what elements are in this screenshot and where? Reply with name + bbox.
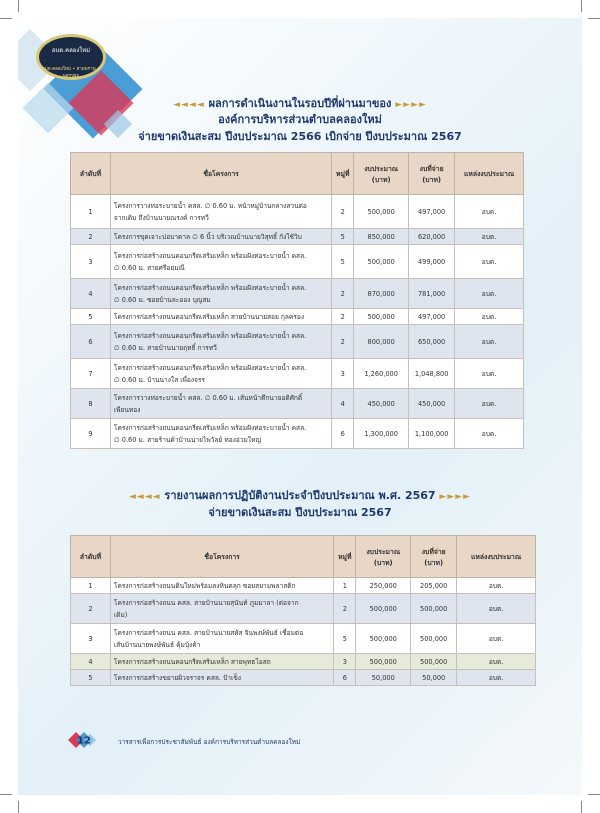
project-name-line: โครงการขุดเจาะบ่อบาดาล ∅ 6 นิ้ว บริเวณบ้านนายวิสุทธิ์ กังใช้วิบ xyxy=(113,232,302,241)
cell-no: 4 xyxy=(71,654,111,670)
cell-village: 2 xyxy=(332,279,354,309)
crop-mark xyxy=(0,794,12,795)
table-header-row xyxy=(71,536,536,578)
paid-unit: (บาท) xyxy=(422,175,442,184)
cell-village: 4 xyxy=(332,389,354,419)
cell-budget: 250,000 xyxy=(356,578,411,594)
cell-village: 2 xyxy=(332,195,354,229)
col-header-budget xyxy=(356,536,411,578)
cell-no: 9 xyxy=(71,419,111,449)
cell-project-name xyxy=(110,279,331,309)
arrows-right-icon: ►►►► xyxy=(395,100,427,110)
section1-title-line3: จ่ายขาดเงินสะสม ปีงบประมาณ 2566 เบิกจ่าย ปีงบประมาณ 2567 xyxy=(138,130,462,143)
project-name-line: ∅ 0.60 ม. สายบ้านนายฤทธิ์ การทวี xyxy=(113,343,217,352)
project-name-line: โครงการก่อสร้างถนนคอนกรีตเสริมเหล็ก พร้อมฝังท่อระบายน้ำ คสล. xyxy=(113,251,307,260)
project-name-line: โครงการก่อสร้างถนนคอนกรีตเสริมเหล็ก พร้อมฝังท่อระบายน้ำ คสล. xyxy=(113,423,307,432)
cell-source: อบต. xyxy=(455,229,524,245)
cell-village: 5 xyxy=(332,229,354,245)
project-name-line: โครงการก่อสร้างถนนคอนกรีตเสริมเหล็ก พร้อมฝังท่อระบายน้ำ คสล. xyxy=(113,363,307,372)
cell-paid: 50,000 xyxy=(411,670,457,686)
cell-no: 5 xyxy=(71,670,111,686)
cell-paid: 205,000 xyxy=(411,578,457,594)
project-name-line: โครงการก่อสร้างถนนดินใหม่พร้อมลงหินคลุก ซอยสยามพลาสติก xyxy=(113,581,296,590)
cell-village: 5 xyxy=(334,624,356,654)
table-row xyxy=(71,309,524,325)
crop-mark xyxy=(588,18,600,19)
cell-paid: 500,000 xyxy=(411,654,457,670)
cell-source: อบต. xyxy=(455,419,524,449)
cell-source: อบต. xyxy=(455,309,524,325)
cell-no: 1 xyxy=(71,195,111,229)
table-row xyxy=(71,624,536,654)
col-header-source: แหล่งงบประมาณ xyxy=(457,536,536,578)
projects-table-2567 xyxy=(70,535,536,686)
cell-source: อบต. xyxy=(455,195,524,229)
project-name-line: โครงการก่อสร้างขยายผิวจราจร คสล. ป้าเข็ง xyxy=(113,673,241,682)
cell-no: 4 xyxy=(71,279,111,309)
cell-paid: 781,000 xyxy=(409,279,455,309)
table-row xyxy=(71,325,524,359)
table-row xyxy=(71,279,524,309)
cell-source: อบต. xyxy=(455,389,524,419)
table-row xyxy=(71,578,536,594)
cell-budget: 1,300,000 xyxy=(354,419,409,449)
crop-mark xyxy=(581,0,582,12)
cell-paid: 499,000 xyxy=(409,245,455,279)
cell-no: 2 xyxy=(71,594,111,624)
cell-village: 3 xyxy=(332,359,354,389)
project-name-line: เดิม) xyxy=(113,610,128,619)
cell-source: อบต. xyxy=(455,279,524,309)
cell-source: อบต. xyxy=(455,325,524,359)
cell-budget: 870,000 xyxy=(354,279,409,309)
section1-title-line2: องค์การบริหารส่วนตำบลคลองใหม่ xyxy=(218,113,382,126)
organization-logo xyxy=(36,34,106,80)
crop-mark xyxy=(18,801,19,813)
cell-source: อบต. xyxy=(455,245,524,279)
crop-mark xyxy=(588,794,600,795)
project-name-line: เพียนทอง xyxy=(113,405,141,414)
cell-paid: 497,000 xyxy=(409,309,455,325)
document-page xyxy=(18,18,582,795)
cell-village: 1 xyxy=(334,578,356,594)
cell-no: 5 xyxy=(71,309,111,325)
cell-paid: 500,000 xyxy=(411,594,457,624)
col-header-name: ชื่อโครงการ xyxy=(110,153,331,195)
cell-village: 2 xyxy=(332,309,354,325)
arrows-right-icon: ►►►► xyxy=(439,492,472,502)
cell-project-name xyxy=(110,359,331,389)
paid-unit: (บาท) xyxy=(424,558,444,567)
cell-no: 3 xyxy=(71,245,111,279)
cell-project-name xyxy=(110,229,331,245)
arrows-left-icon: ◄◄◄◄ xyxy=(173,100,205,110)
table-row xyxy=(71,594,536,624)
col-header-budget xyxy=(354,153,409,195)
section2-title-line2: จ่ายขาดเงินสะสม ปีงบประมาณ 2567 xyxy=(208,506,392,519)
cell-budget: 850,000 xyxy=(354,229,409,245)
cell-project-name xyxy=(110,624,333,654)
cell-project-name xyxy=(110,389,331,419)
section2-heading: รายงานผลการปฏิบัติงานประจำปีงบประมาณ พ.ศ. 2567 xyxy=(164,489,436,502)
cell-project-name xyxy=(110,594,333,624)
project-name-line: จากเดิม ถึงบ้านนายณรงค์ การทวี xyxy=(113,213,209,222)
section1-heading: ผลการดำเนินงานในรอบปีที่ผ่านมาของ xyxy=(208,97,392,110)
cell-paid: 497,000 xyxy=(409,195,455,229)
table-row xyxy=(71,359,524,389)
project-name-line: โครงการก่อสร้างถนนคอนกรีตเสริมเหล็ก สายพุทธโอสถ xyxy=(113,657,271,666)
cell-village: 6 xyxy=(332,419,354,449)
cell-no: 2 xyxy=(71,229,111,245)
project-name-line: ∅ 0.60 ม. สายร้านค้าบ้านนายไพวัลย์ ทองอ่วมใหญ่ xyxy=(113,435,262,444)
project-name-line: โครงการก่อสร้างถนน คสล. สายบ้านนายสุนันท์ ภูมมาลา (ต่อจาก xyxy=(113,598,299,607)
cell-paid: 1,100,000 xyxy=(409,419,455,449)
table-header-row xyxy=(71,153,524,195)
cell-source: อบต. xyxy=(457,670,536,686)
cell-source: อบต. xyxy=(457,578,536,594)
cell-budget: 1,260,000 xyxy=(354,359,409,389)
projects-table-2566 xyxy=(70,152,524,449)
table-row xyxy=(71,195,524,229)
cell-project-name xyxy=(110,195,331,229)
cell-project-name xyxy=(110,419,331,449)
cell-budget: 500,000 xyxy=(356,594,411,624)
cell-project-name xyxy=(110,325,331,359)
page-number: 12 xyxy=(77,735,91,747)
cell-budget: 800,000 xyxy=(354,325,409,359)
page-number-badge xyxy=(62,725,102,755)
cell-village: 6 xyxy=(334,670,356,686)
cell-source: อบต. xyxy=(457,594,536,624)
cell-paid: 620,000 xyxy=(409,229,455,245)
col-header-no: ลำดับที่ xyxy=(71,536,111,578)
project-name-line: ∅ 0.60 ม. ซอยบ้านละออง บุญสม xyxy=(113,295,211,304)
cell-no: 7 xyxy=(71,359,111,389)
project-name-line: โครงการวางท่อระบายน้ำ คสล. ∅ 0.60 ม. เส้นหน้าตึกนายอดิศักดิ์ xyxy=(113,393,303,402)
cell-project-name xyxy=(110,245,331,279)
cell-budget: 500,000 xyxy=(354,195,409,229)
budget-label: งบประมาณ xyxy=(364,164,399,173)
cell-paid: 1,048,800 xyxy=(409,359,455,389)
budget-unit: (บาท) xyxy=(371,175,391,184)
col-header-no: ลำดับที่ xyxy=(71,153,111,195)
table-row xyxy=(71,654,536,670)
crop-mark xyxy=(18,0,19,12)
cell-village: 2 xyxy=(334,594,356,624)
cell-source: อบต. xyxy=(457,654,536,670)
section2-title-line1 xyxy=(18,486,582,504)
cell-no: 8 xyxy=(71,389,111,419)
cell-paid: 650,000 xyxy=(409,325,455,359)
cell-budget: 500,000 xyxy=(354,245,409,279)
table-row xyxy=(71,389,524,419)
project-name-line: โครงการก่อสร้างถนน คสล. สายบ้านนายสหัส จินพงษ์พันธ์ เชื่อมต่อ xyxy=(113,628,304,637)
project-name-line: โครงการก่อสร้างถนนคอนกรีตเสริมเหล็ก พร้อมฝังท่อระบายน้ำ คสล. xyxy=(113,283,307,292)
cell-budget: 50,000 xyxy=(356,670,411,686)
project-name-line: ∅ 0.60 ม. บ้านนางใส เพื่องจรร xyxy=(113,375,205,384)
cell-no: 3 xyxy=(71,624,111,654)
cell-budget: 500,000 xyxy=(356,624,411,654)
footer-text: วารสารเพื่อการประชาสัมพันธ์ องค์การบริหารส่วนตำบลคลองใหม่ xyxy=(118,738,301,746)
col-header-source: แหล่งงบประมาณ xyxy=(455,153,524,195)
cell-project-name xyxy=(110,654,333,670)
cell-source: อบต. xyxy=(457,624,536,654)
cell-budget: 500,000 xyxy=(354,309,409,325)
logo-text: อบต.คลองใหม่ xyxy=(51,47,91,54)
cell-project-name xyxy=(110,309,331,325)
budget-unit: (บาท) xyxy=(373,558,393,567)
paid-label: งบที่จ่าย xyxy=(419,164,444,173)
table-row xyxy=(71,670,536,686)
cell-project-name xyxy=(110,578,333,594)
cell-budget: 500,000 xyxy=(356,654,411,670)
project-name-line: โครงการก่อสร้างถนนคอนกรีตเสริมเหล็ก พร้อมฝังท่อระบายน้ำ คสล. xyxy=(113,331,307,340)
col-header-village: หมู่ที่ xyxy=(332,153,354,195)
cell-project-name xyxy=(110,670,333,686)
project-name-line: เส้นบ้านนายพงษ์พันธ์ คุ้มบุ้งค้า xyxy=(113,640,201,649)
cell-no: 6 xyxy=(71,325,111,359)
col-header-paid xyxy=(409,153,455,195)
cell-paid: 500,000 xyxy=(411,624,457,654)
paid-label: งบที่จ่าย xyxy=(421,547,446,556)
cell-source: อบต. xyxy=(455,359,524,389)
col-header-name: ชื่อโครงการ xyxy=(110,536,333,578)
arrows-left-icon: ◄◄◄◄ xyxy=(128,492,161,502)
project-name-line: โครงการก่อสร้างถนนคอนกรีตเสริมเหล็ก สายบ้านนายสอย กุลครอง xyxy=(113,312,305,321)
cell-budget: 450,000 xyxy=(354,389,409,419)
table-row xyxy=(71,245,524,279)
col-header-paid xyxy=(411,536,457,578)
cell-village: 2 xyxy=(332,325,354,359)
crop-mark xyxy=(0,18,12,19)
cell-village: 3 xyxy=(334,654,356,670)
budget-label: งบประมาณ xyxy=(366,547,401,556)
logo-subtext: อบต.คลองใหม่ • สามพราน • นครปฐม xyxy=(42,67,100,79)
table-row xyxy=(71,419,524,449)
col-header-village: หมู่ที่ xyxy=(334,536,356,578)
table-row xyxy=(71,229,524,245)
crop-mark xyxy=(581,801,582,813)
project-name-line: โครงการวางท่อระบายน้ำ คสล. ∅ 0.60 ม. หน้าหมู่บ้านกลางสวนต่อ xyxy=(113,201,307,210)
cell-village: 5 xyxy=(332,245,354,279)
cell-no: 1 xyxy=(71,578,111,594)
cell-paid: 450,000 xyxy=(409,389,455,419)
project-name-line: ∅ 0.60 ม. สายศรีอยมณี xyxy=(113,263,185,272)
